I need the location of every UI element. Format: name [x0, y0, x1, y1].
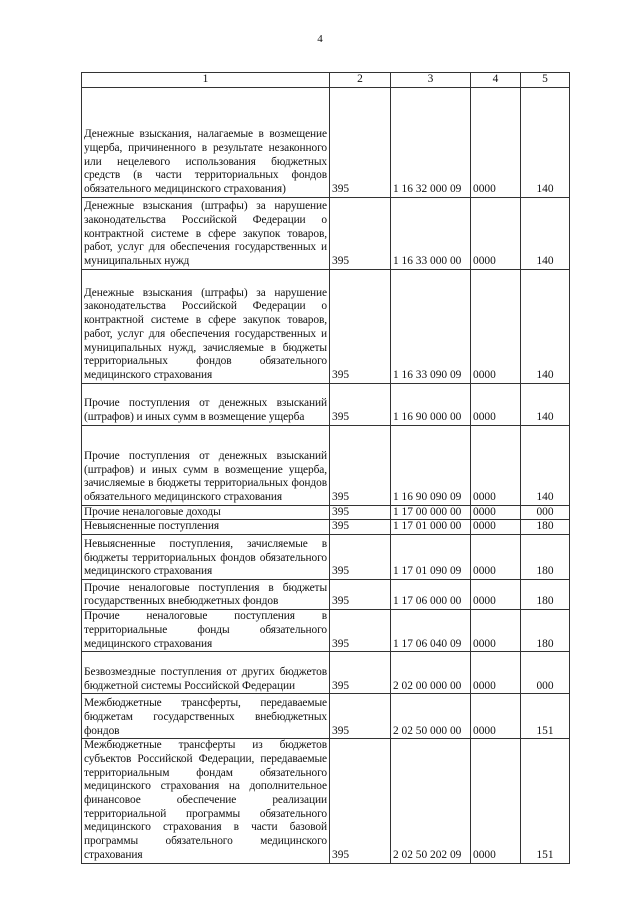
- table-row: [82, 87, 570, 197]
- table-row: [82, 520, 570, 535]
- income-description-cell: Денежные взыскания (штрафы) за нарушение законодательства Российской Федерации о контрактной системе в сфере закупок товаров, работ, услуг для обеспечения государственных и муниципальных нужд, зачисляемые в бюджеты территориальных фондов обязательного медицинского страхования: [82, 269, 330, 383]
- income-description-cell: Прочие поступления от денежных взысканий (штрафов) и иных сумм в возмещение ущерба, зачисляемые в бюджеты территориальных фондов обязательного медицинского страхования: [82, 425, 330, 505]
- subtype-code-cell: 0000: [471, 520, 521, 535]
- income-code-cell: 1 16 33 000 00: [391, 197, 471, 269]
- income-code-cell: 1 17 06 000 00: [391, 580, 471, 610]
- table-row: [82, 652, 570, 694]
- classification-code-cell: 180: [521, 610, 570, 652]
- column-header-3: 3: [391, 73, 471, 88]
- column-header-2: 2: [330, 73, 391, 88]
- subtype-code-cell: 0000: [471, 580, 521, 610]
- classification-code-cell: 140: [521, 197, 570, 269]
- income-description-cell: Безвозмездные поступления от других бюджетов бюджетной системы Российской Федерации: [82, 652, 330, 694]
- classification-code-cell: 140: [521, 269, 570, 383]
- admin-code-cell: 395: [330, 197, 391, 269]
- classification-code-cell: 151: [521, 694, 570, 739]
- table-row: [82, 739, 570, 863]
- table-row: [82, 694, 570, 739]
- admin-code-cell: 395: [330, 739, 391, 863]
- income-description-cell: Невыясненные поступления, зачисляемые в бюджеты территориальных фондов обязательного медицинского страхования: [82, 535, 330, 580]
- income-code-cell: 1 17 01 000 00: [391, 520, 471, 535]
- column-header-4: 4: [471, 73, 521, 88]
- classification-code-cell: 140: [521, 87, 570, 197]
- income-description-cell: Прочие неналоговые поступления в территориальные фонды обязательного медицинского страхования: [82, 610, 330, 652]
- column-header-1: 1: [82, 73, 330, 88]
- income-description-cell: Денежные взыскания, налагаемые в возмещение ущерба, причиненного в результате незаконного или нецелевого использования бюджетных средств (в части территориальных фондов обязательного медицинского страхования): [82, 87, 330, 197]
- income-description-cell: Прочие неналоговые поступления в бюджеты государственных внебюджетных фондов: [82, 580, 330, 610]
- table-row: [82, 197, 570, 269]
- subtype-code-cell: 0000: [471, 425, 521, 505]
- subtype-code-cell: 0000: [471, 610, 521, 652]
- income-description-cell: Прочие неналоговые доходы: [82, 505, 330, 520]
- admin-code-cell: 395: [330, 87, 391, 197]
- classification-code-cell: 180: [521, 535, 570, 580]
- table-row: [82, 269, 570, 383]
- admin-code-cell: 395: [330, 383, 391, 425]
- classification-code-cell: 140: [521, 383, 570, 425]
- income-description-cell: Прочие поступления от денежных взысканий (штрафов) и иных сумм в возмещение ущерба: [82, 383, 330, 425]
- table-row: [82, 505, 570, 520]
- table-row: [82, 383, 570, 425]
- income-description-cell: Межбюджетные трансферты, передаваемые бюджетам государственных внебюджетных фондов: [82, 694, 330, 739]
- table-body: [82, 87, 570, 863]
- income-code-cell: 1 16 90 090 09: [391, 425, 471, 505]
- admin-code-cell: 395: [330, 535, 391, 580]
- classification-code-cell: 151: [521, 739, 570, 863]
- admin-code-cell: 395: [330, 505, 391, 520]
- admin-code-cell: 395: [330, 652, 391, 694]
- income-description-cell: Межбюджетные трансферты из бюджетов субъектов Российской Федерации, передаваемые территориальным фондам обязательного медицинского страхования на дополнительное финансовое обеспечение реализации территориальной программы обязательного медицинского страхования в части базовой программы обязательного медицинского страхования: [82, 739, 330, 863]
- subtype-code-cell: 0000: [471, 535, 521, 580]
- subtype-code-cell: 0000: [471, 87, 521, 197]
- income-code-cell: 2 02 50 000 00: [391, 694, 471, 739]
- classification-code-cell: 180: [521, 520, 570, 535]
- admin-code-cell: 395: [330, 269, 391, 383]
- classification-code-cell: 000: [521, 652, 570, 694]
- income-code-cell: 1 16 90 000 00: [391, 383, 471, 425]
- subtype-code-cell: 0000: [471, 269, 521, 383]
- budget-classification-table: [81, 72, 570, 864]
- classification-code-cell: 140: [521, 425, 570, 505]
- subtype-code-cell: 0000: [471, 652, 521, 694]
- table-row: [82, 580, 570, 610]
- admin-code-cell: 395: [330, 610, 391, 652]
- income-code-cell: 1 16 33 090 09: [391, 269, 471, 383]
- subtype-code-cell: 0000: [471, 694, 521, 739]
- admin-code-cell: 395: [330, 580, 391, 610]
- column-number-row: [82, 73, 570, 88]
- income-description-cell: Денежные взыскания (штрафы) за нарушение законодательства Российской Федерации о контрактной системе в сфере закупок товаров, работ, услуг для обеспечения государственных и муниципальных нужд: [82, 197, 330, 269]
- admin-code-cell: 395: [330, 425, 391, 505]
- subtype-code-cell: 0000: [471, 197, 521, 269]
- subtype-code-cell: 0000: [471, 383, 521, 425]
- income-code-cell: 2 02 50 202 09: [391, 739, 471, 863]
- income-code-cell: 2 02 00 000 00: [391, 652, 471, 694]
- admin-code-cell: 395: [330, 520, 391, 535]
- classification-code-cell: 180: [521, 580, 570, 610]
- classification-code-cell: 000: [521, 505, 570, 520]
- table-row: [82, 610, 570, 652]
- page-number: 4: [317, 33, 323, 45]
- income-description-cell: Невыясненные поступления: [82, 520, 330, 535]
- admin-code-cell: 395: [330, 694, 391, 739]
- column-header-5: 5: [521, 73, 570, 88]
- income-code-cell: 1 17 01 090 09: [391, 535, 471, 580]
- table-row: [82, 425, 570, 505]
- table-row: [82, 535, 570, 580]
- subtype-code-cell: 0000: [471, 505, 521, 520]
- income-code-cell: 1 16 32 000 09: [391, 87, 471, 197]
- income-code-cell: 1 17 00 000 00: [391, 505, 471, 520]
- income-code-cell: 1 17 06 040 09: [391, 610, 471, 652]
- subtype-code-cell: 0000: [471, 739, 521, 863]
